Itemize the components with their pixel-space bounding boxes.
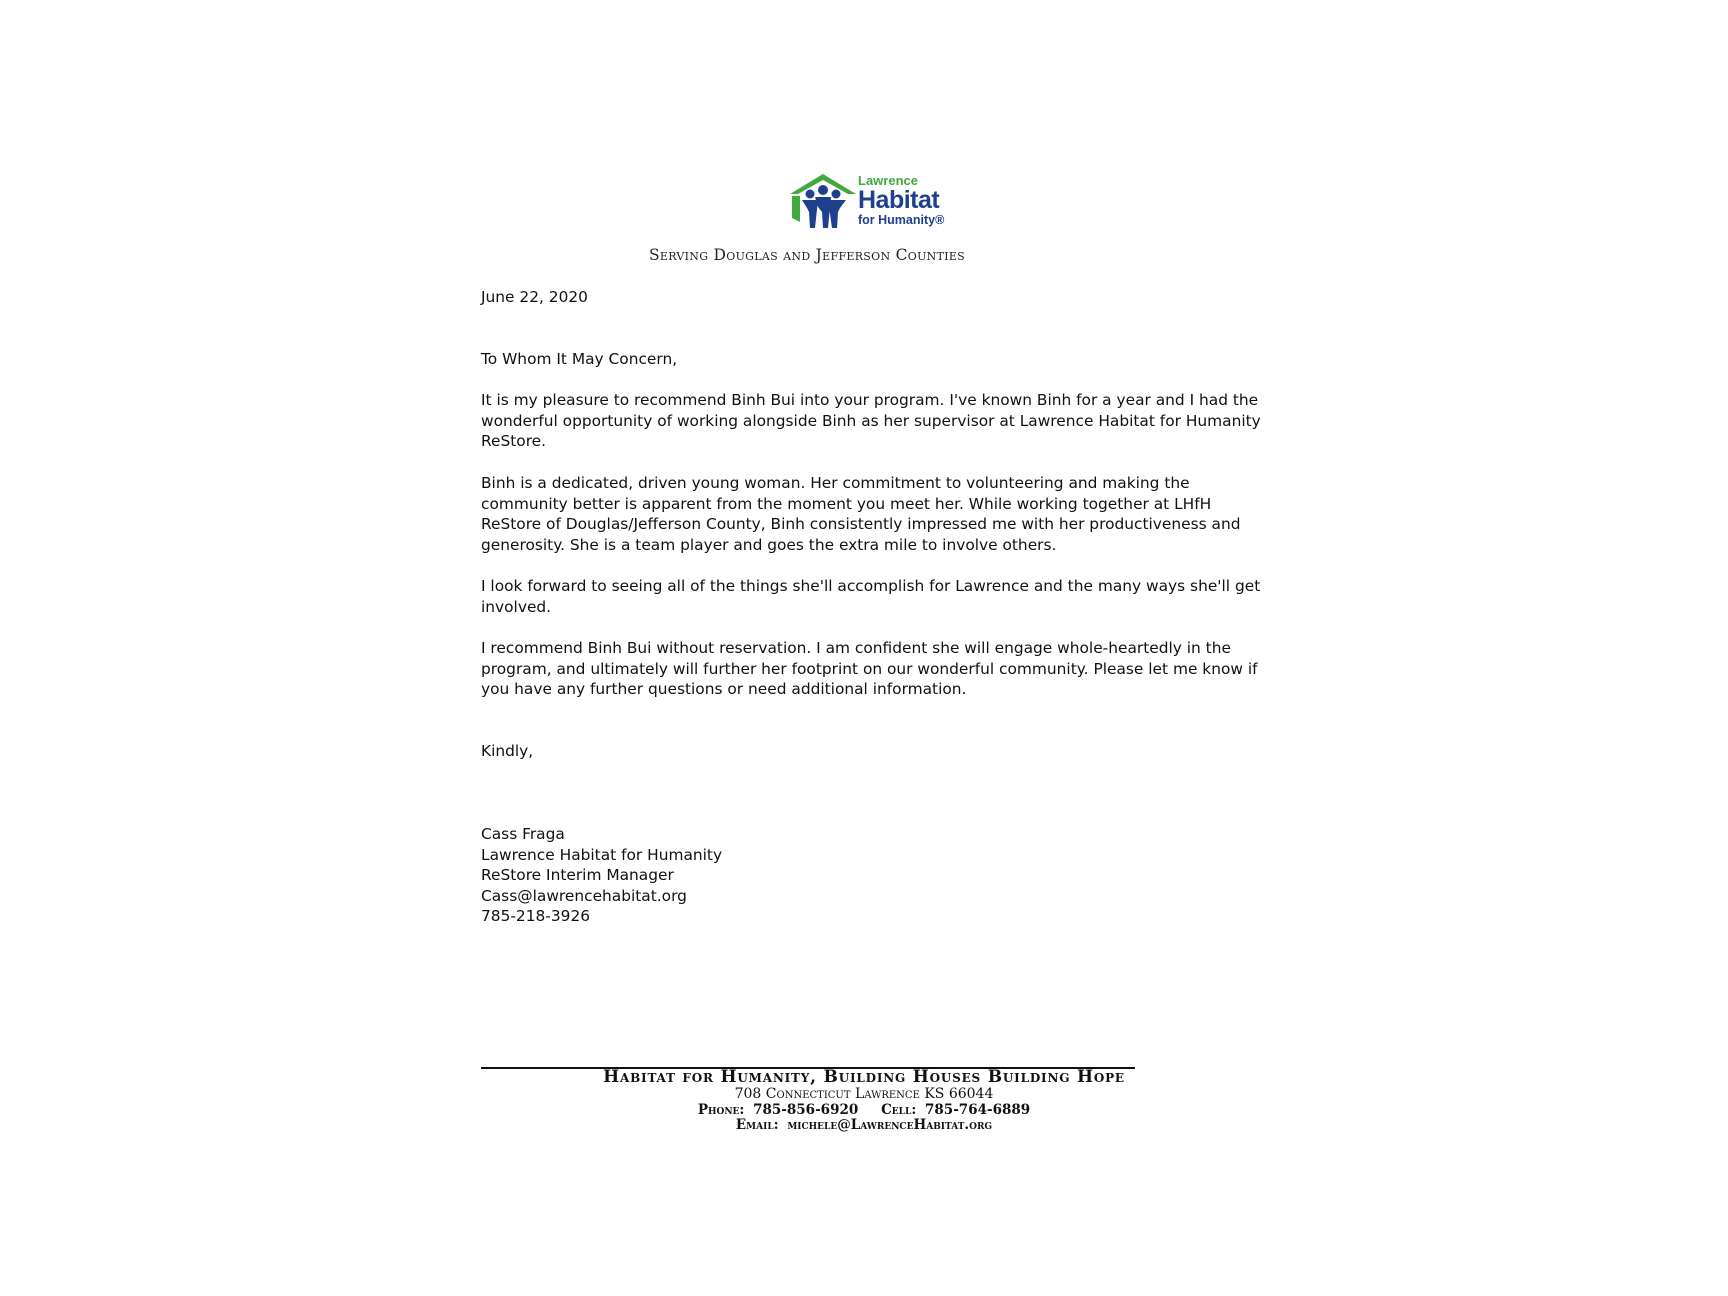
signer-email: Cass@lawrencehabitat.org — [481, 886, 687, 905]
signer-name: Cass Fraga — [481, 825, 565, 843]
letter-paragraph: Binh is a dedicated, driven young woman. Her commitment to volunteering and making the community better is apparent from the moment you meet her. While working together at LHfH ReStore of Douglas/Jefferson County, Binh consistently impressed me with her productiveness and generosity. She is a team player and goes the extra mile to involve others. — [481, 474, 1241, 554]
footer-phone-label: Phone: — [697, 1101, 745, 1118]
letter-closing: Kindly, — [481, 742, 534, 760]
footer-phone: 785-856-6920 — [753, 1101, 859, 1118]
signer-organization: Lawrence Habitat for Humanity — [481, 845, 723, 864]
letter-paragraph: I recommend Binh Bui without reservation. I am confident she will engage whole-heartedly in the program, and ultimately will further her footprint on our wonderful community. Please let me know if you have any further questions or need additional information. — [481, 639, 1258, 699]
signer-phone: 785-218-3926 — [481, 907, 591, 926]
footer-email-line — [481, 1118, 1247, 1133]
letterhead-footer — [481, 1068, 1247, 1133]
signature-block — [481, 824, 1271, 927]
letter-salutation: To Whom It May Concern, — [481, 350, 678, 368]
house-figures-icon — [788, 172, 858, 230]
footer-cell: 785-764-6889 — [925, 1101, 1031, 1118]
letter-paragraph: It is my pleasure to recommend Binh Bui into your program. I've known Binh for a year and I had the wonderful opportunity of working alongside Binh as her supervisor at Lawrence Habitat for Humanity ReStore. — [481, 391, 1261, 451]
logo-for-humanity-text: for Humanity® — [858, 213, 945, 227]
footer-email: michele@LawrenceHabitat.org — [787, 1116, 993, 1133]
letterhead-tagline: Serving Douglas and Jefferson Counties — [648, 246, 966, 264]
letter-paragraph: I look forward to seeing all of the things she'll accomplish for Lawrence and the many ways she'll get involved. — [481, 577, 1261, 616]
logo-habitat-text: Habitat — [858, 186, 940, 214]
signer-title: ReStore Interim Manager — [481, 866, 674, 885]
letter-date: June 22, 2020 — [481, 288, 588, 306]
footer-email-label: Email: — [735, 1116, 779, 1133]
habitat-logo — [788, 172, 958, 234]
footer-address: 708 Connecticut Lawrence KS 66044 — [734, 1086, 994, 1103]
footer-phone-line — [481, 1103, 1247, 1118]
footer-motto: Habitat for Humanity, Building Houses Building Hope — [603, 1067, 1125, 1087]
footer-cell-label: Cell: — [881, 1101, 917, 1118]
logo-lawrence-text: Lawrence — [858, 173, 918, 188]
